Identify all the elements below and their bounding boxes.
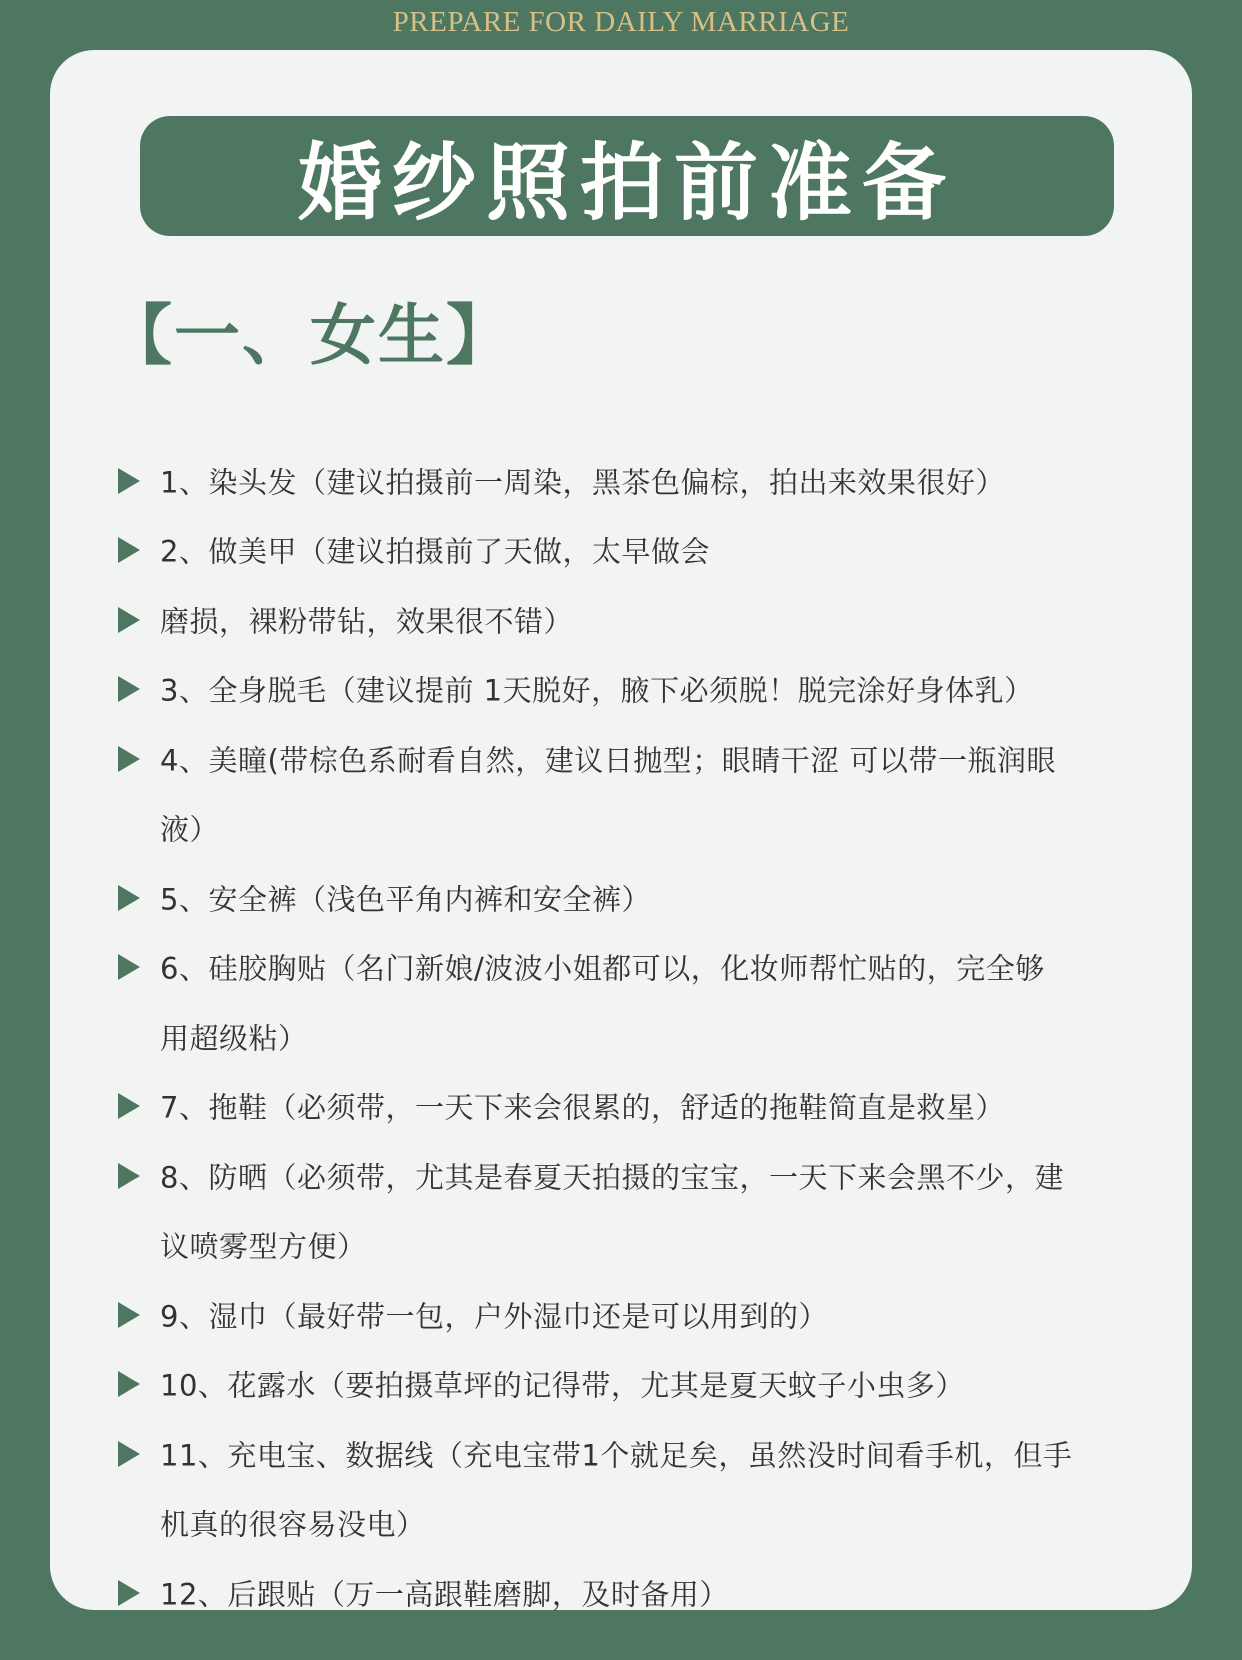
checklist	[118, 446, 1178, 1628]
triangle-bullet-icon	[118, 954, 140, 980]
top-banner-text: PREPARE FOR DAILY MARRIAGE	[392, 6, 850, 38]
list-item	[118, 794, 1178, 864]
list-item	[118, 655, 1178, 725]
triangle-bullet-icon	[118, 1302, 140, 1328]
triangle-bullet-icon	[118, 676, 140, 702]
triangle-bullet-icon	[118, 1093, 140, 1119]
list-item-text: 2、做美甲（建议拍摄前了天做，太早做会	[160, 534, 710, 569]
title-banner	[140, 116, 1114, 236]
list-item-text: 3、全身脱毛（建议提前 1天脱好，腋下必须脱！脱完涂好身体乳）	[160, 673, 1034, 708]
triangle-bullet-icon	[118, 1371, 140, 1397]
list-item-text: 11、充电宝、数据线（充电宝带1个就足矣，虽然没时间看手机，但手	[160, 1438, 1073, 1473]
list-item-text: 用超级粘）	[160, 1021, 308, 1056]
list-item-text: 5、安全裤（浅色平角内裤和安全裤）	[160, 882, 651, 917]
content-card	[50, 50, 1192, 1610]
list-item	[118, 516, 1178, 586]
list-item-text: 机真的很容易没电）	[160, 1507, 426, 1542]
triangle-bullet-icon	[118, 746, 140, 772]
triangle-bullet-icon	[118, 1163, 140, 1189]
list-item-text: 议喷雾型方便）	[160, 1229, 367, 1264]
page-title: 婚纱照拍前准备	[297, 133, 956, 232]
triangle-bullet-icon	[118, 1441, 140, 1467]
list-item	[118, 1558, 1178, 1628]
list-item	[118, 1141, 1178, 1211]
list-item-text: 7、拖鞋（必须带，一天下来会很累的，舒适的拖鞋简直是救星）	[160, 1090, 1005, 1125]
list-item	[118, 863, 1178, 933]
triangle-bullet-icon	[118, 607, 140, 633]
list-item	[118, 1350, 1178, 1420]
list-item-text: 10、花露水（要拍摄草坪的记得带，尤其是夏天蚊子小虫多）	[160, 1368, 965, 1403]
section-heading: 【一、女生】	[106, 297, 514, 374]
list-item-text: 9、湿巾（最好带一包，户外湿巾还是可以用到的）	[160, 1299, 828, 1334]
list-item	[118, 1419, 1178, 1489]
list-item-text: 磨损，裸粉带钻，效果很不错）	[160, 604, 574, 639]
list-item-text: 1、染头发（建议拍摄前一周染，黑茶色偏棕，拍出来效果很好）	[160, 465, 1005, 500]
list-item	[118, 724, 1178, 794]
list-item	[118, 585, 1178, 655]
list-item	[118, 446, 1178, 516]
list-item	[118, 933, 1178, 1003]
list-item	[118, 1489, 1178, 1559]
list-item	[118, 1002, 1178, 1072]
triangle-bullet-icon	[118, 1580, 140, 1606]
list-item-text: 4、美瞳(带棕色系耐看自然，建议日抛型；眼睛干涩 可以带一瓶润眼	[160, 743, 1056, 778]
list-item-text: 液）	[160, 812, 220, 847]
list-item	[118, 1072, 1178, 1142]
list-item	[118, 1280, 1178, 1350]
list-item-text: 6、硅胶胸贴（名门新娘/波波小姐都可以，化妆师帮忙贴的，完全够	[160, 951, 1045, 986]
triangle-bullet-icon	[118, 885, 140, 911]
list-item-text: 12、后跟贴（万一高跟鞋磨脚，及时备用）	[160, 1577, 729, 1612]
triangle-bullet-icon	[118, 537, 140, 563]
list-item	[118, 1211, 1178, 1281]
triangle-bullet-icon	[118, 468, 140, 494]
list-item-text: 8、防晒（必须带，尤其是春夏天拍摄的宝宝，一天下来会黑不少，建	[160, 1160, 1064, 1195]
